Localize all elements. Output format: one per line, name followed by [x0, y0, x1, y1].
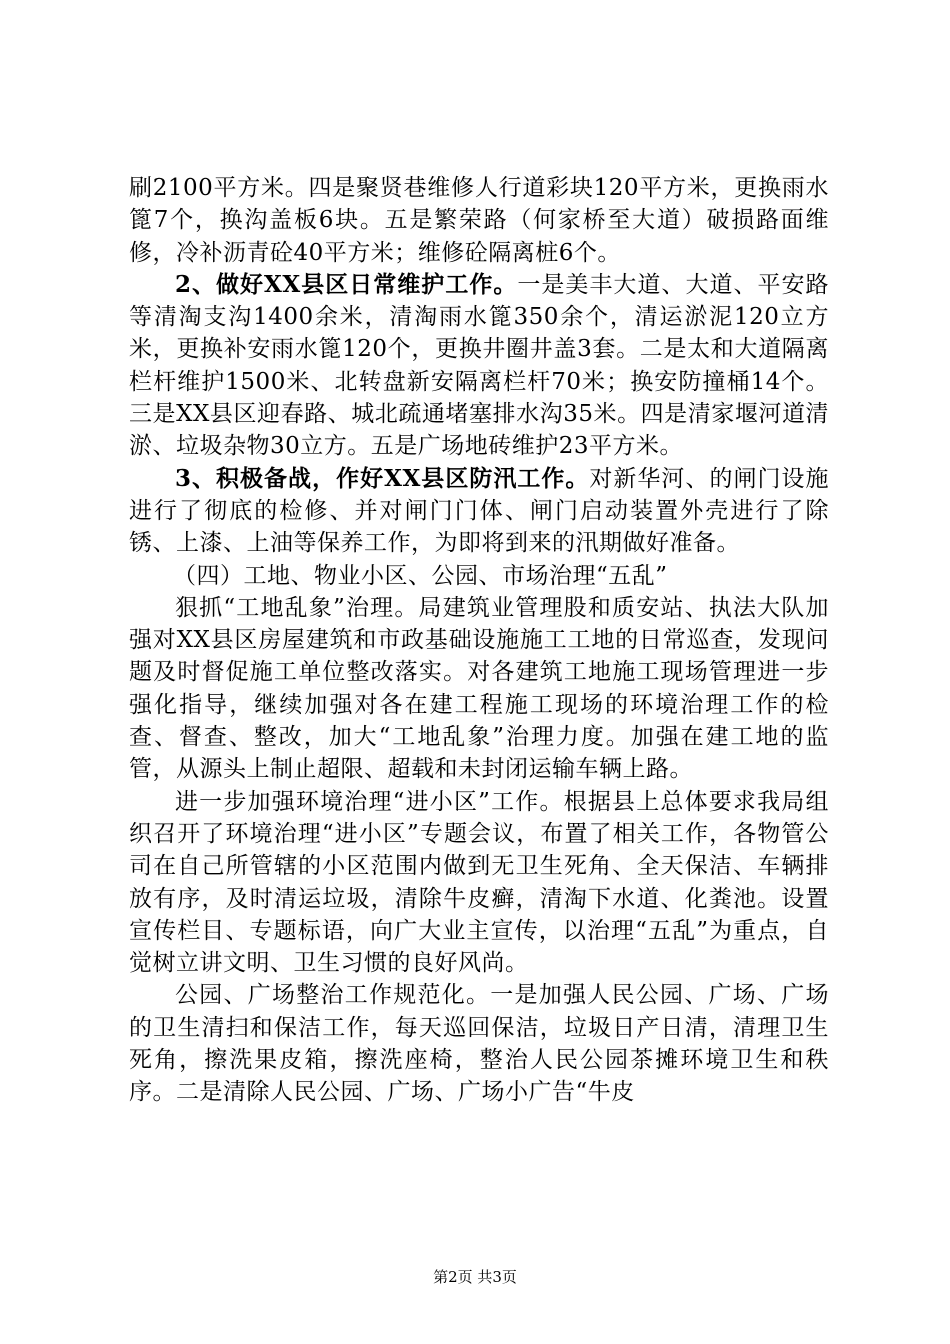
paragraph-5: 进一步加强环境治理“进小区”工作。根据县上总体要求我局组织召开了环境治理“进小区”专题会议，布置了相关工作，各物管公司在自己所管辖的小区范围内做到无卫生死角、全天保洁、车辆排放有序，及时清运垃圾，清除牛皮癣，清淘下水道、化粪池。设置宣传栏目、专题标语，向广大业主宣传，以治理“五乱”为重点，自觉树立讲文明、卫生习惯的良好风尚。: [129, 788, 829, 977]
paragraph-2-text: 一是美丰大道、大道、平安路等清淘支沟1400余米，清淘雨水篦350余个，清运淤泥120立方米，更换补安雨水篦120个，更换井圈井盖3套。二是太和大道隔离栏杆维护1500米、北转盘新安隔离栏杆70米；换安防撞桶14个。三是XX县区迎春路、城北疏通堵塞排水沟35米。四是清家堰河道清淤、垃圾杂物30立方。五是广场地砖维护23平方米。: [129, 271, 829, 460]
paragraph-3: [129, 463, 829, 560]
paragraph-6: 公园、广场整治工作规范化。一是加强人民公园、广场、广场的卫生清扫和保洁工作，每天巡回保洁，垃圾日产日清，清理卫生死角，擦洗果皮箱，擦洗座椅，整治人民公园茶摊环境卫生和秩序。二是清除人民公园、广场、广场小广告“牛皮: [129, 982, 829, 1106]
paragraph-2: [129, 269, 829, 463]
paragraph-2-lead: 2、做好XX县区日常维护工作。: [175, 270, 518, 298]
paragraph-3-text: 对新华河、的闸门设施进行了彻底的检修、并对闸门门体、闸门启动装置外壳进行了除锈、上漆、上油等保养工作，为即将到来的汛期做好准备。: [129, 465, 829, 557]
document-body: [129, 172, 829, 1109]
paragraph-3-lead: 3、积极备战，作好XX县区防汛工作。: [175, 464, 590, 492]
paragraph-1: 刷2100平方米。四是聚贤巷维修人行道彩块120平方米，更换雨水篦7个，换沟盖板6块。五是繁荣路（何家桥至大道）破损路面维修，冷补沥青砼40平方米；维修砼隔离桩6个。: [129, 175, 829, 266]
page-footer: 第2页 共3页: [433, 1268, 517, 1286]
section-heading: （四）工地、物业小区、公园、市场治理“五乱”: [173, 562, 668, 589]
paragraph-4: 狠抓“工地乱象”治理。局建筑业管理股和质安站、执法大队加强对XX县区房屋建筑和市政基础设施施工工地的日常巡查，发现问题及时督促施工单位整改落实。对各建筑工地施工现场管理进一步强化指导，继续加强对各在建工程施工现场的环境治理工作的检查、督查、整改，加大“工地乱象”治理力度。加强在建工地的监管，从源头上制止超限、超载和未封闭运输车辆上路。: [129, 594, 829, 783]
